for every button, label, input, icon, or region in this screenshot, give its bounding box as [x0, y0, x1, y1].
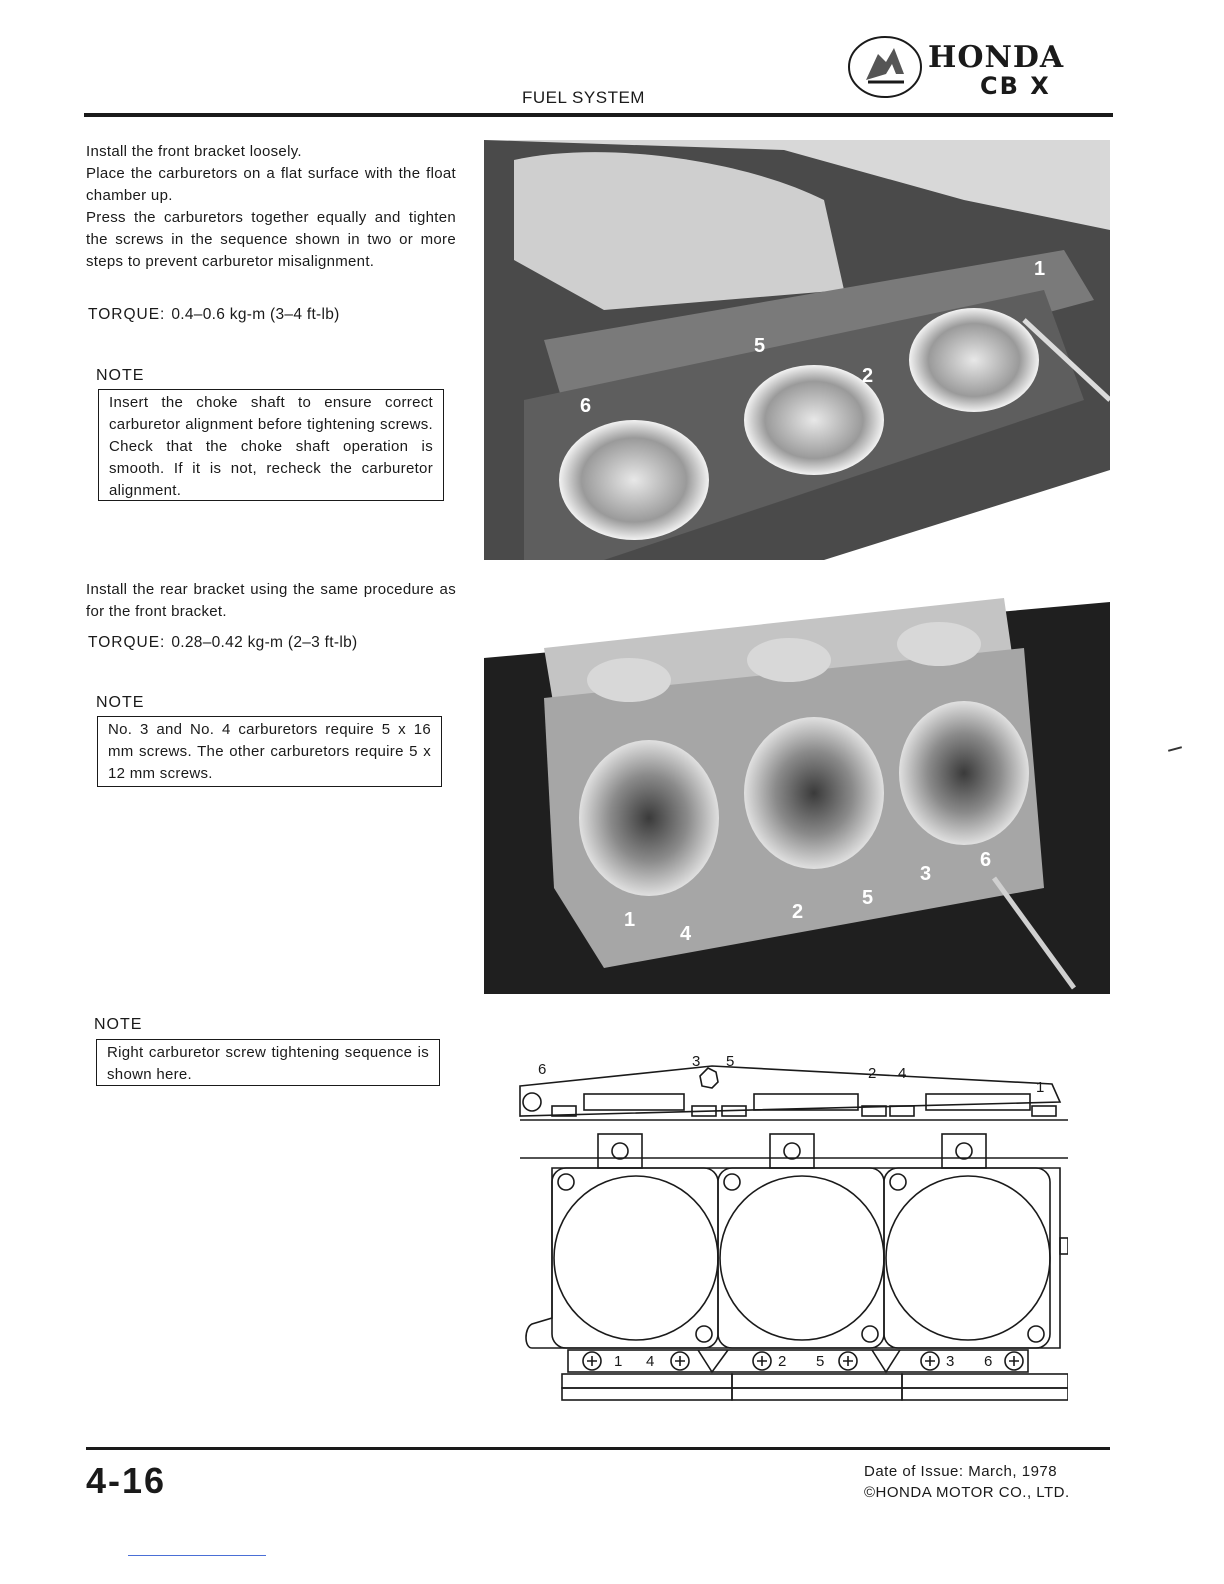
step2-torque [88, 634, 357, 652]
step1-instructions [86, 141, 456, 273]
diagram-label: 5 [726, 1053, 735, 1070]
note-label: NOTE [96, 694, 145, 711]
section-title: FUEL SYSTEM [522, 88, 645, 107]
screw-head-icon [753, 1352, 771, 1370]
honda-wing-logo-icon [846, 34, 924, 100]
carburetor-photo-rear [484, 588, 1110, 994]
diagram-label: 4 [646, 1353, 655, 1370]
issue-date: Date of Issue: March, 1978 [864, 1463, 1058, 1480]
carburetor-photo-front [484, 140, 1110, 560]
photo-callout: 2 [862, 365, 874, 387]
stray-underline [128, 1555, 266, 1556]
carburetor-bore [720, 1176, 884, 1340]
diagram-label: 2 [868, 1065, 877, 1082]
torque-value: 0.28–0.42 kg-m (2–3 ft-lb) [171, 634, 358, 651]
photo-callout: 5 [862, 887, 874, 909]
diagram-label: 4 [898, 1065, 907, 1082]
step1-line: Install the front bracket loosely. [86, 143, 302, 160]
photo-callout: 6 [980, 849, 992, 871]
photo-callout: 5 [754, 335, 766, 357]
hex-nut-icon [700, 1068, 718, 1088]
note-box: Right carburetor screw tightening sequence is shown here. [96, 1039, 440, 1086]
screw-head-icon [671, 1352, 689, 1370]
note-label: NOTE [94, 1016, 143, 1033]
note-label: NOTE [96, 367, 145, 384]
carburetor-bore [886, 1176, 1050, 1340]
diagram-label: 3 [692, 1053, 701, 1070]
photo-callout: 2 [792, 901, 804, 923]
note-box: No. 3 and No. 4 carburetors require 5 x 16 mm screws. The other carburetors require 5 x 12 mm screws. [97, 716, 442, 787]
diagram-label: 2 [778, 1353, 787, 1370]
photo-callout: 6 [580, 395, 592, 417]
model-name: CB X [980, 72, 1051, 100]
step1-torque [88, 306, 340, 324]
photo-callout: 1 [624, 909, 636, 931]
torque-value: 0.4–0.6 kg-m (3–4 ft-lb) [171, 306, 340, 323]
step2-instructions: Install the rear bracket using the same procedure as for the front bracket. [86, 581, 456, 620]
copyright: ©HONDA MOTOR CO., LTD. [864, 1484, 1070, 1501]
carburetor-screw-sequence-diagram [512, 1048, 1068, 1408]
header-rule [84, 113, 1113, 117]
step1-line: Place the carburetors on a flat surface with the float chamber up. [86, 165, 456, 204]
brand-name: HONDA [928, 40, 1065, 75]
screw-head-icon [921, 1352, 939, 1370]
diagram-label: 6 [984, 1353, 993, 1370]
photo-callout: 4 [680, 923, 692, 945]
bracket-hole-icon [523, 1093, 541, 1111]
photo-callout: 1 [1034, 258, 1046, 280]
diagram-label: 6 [538, 1061, 547, 1078]
page-number: 4-16 [86, 1460, 167, 1501]
note-box: Insert the choke shaft to ensure correct carburetor alignment before tightening screws. Check that the choke shaft operation is smooth. If it is not, recheck the carburetor alignment. [98, 389, 444, 501]
carburetor-bore [554, 1176, 718, 1340]
step1-line: Press the carburetors together equally and tighten the screws in the sequence shown in two or more steps to prevent carburetor misalignment. [86, 209, 456, 270]
issue-info [864, 1461, 1070, 1503]
carburetor-photo-front-illustration [484, 140, 1110, 560]
diagram-label: 3 [946, 1353, 955, 1370]
screw-head-icon [583, 1352, 601, 1370]
torque-label: TORQUE: [88, 306, 166, 323]
carburetor-photo-rear-illustration [484, 588, 1110, 994]
torque-label: TORQUE: [88, 634, 166, 651]
diagram-label: 1 [614, 1353, 623, 1370]
footer-rule [86, 1447, 1110, 1450]
screw-head-icon [1005, 1352, 1023, 1370]
screw-head-icon [839, 1352, 857, 1370]
stray-mark [1168, 746, 1182, 752]
photo-callout: 3 [920, 863, 932, 885]
diagram-label: 5 [816, 1353, 825, 1370]
diagram-label: 1 [1036, 1079, 1045, 1096]
